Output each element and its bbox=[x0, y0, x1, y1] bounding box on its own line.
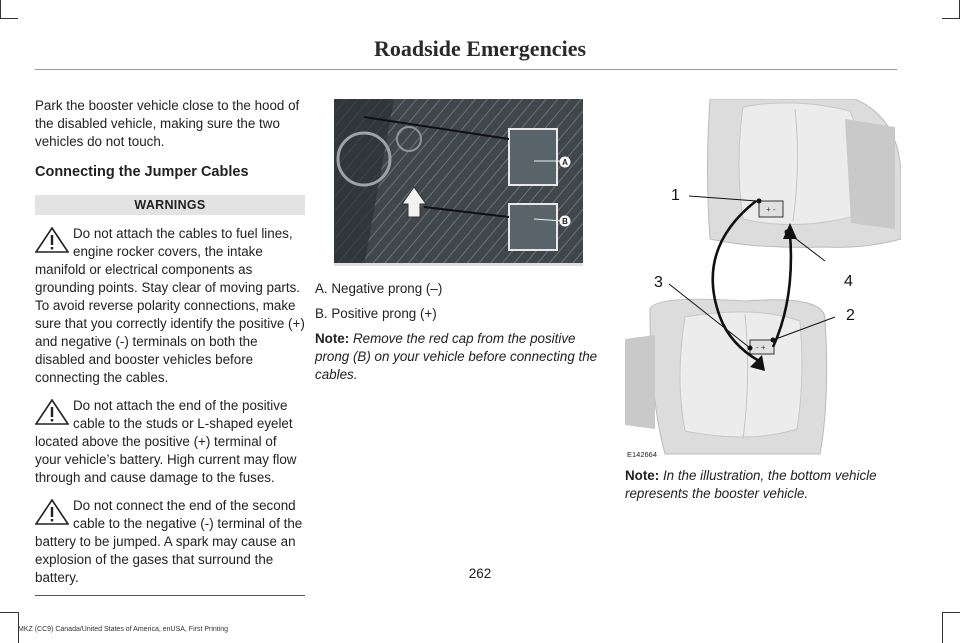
crop-mark bbox=[0, 612, 18, 613]
warnings-banner: WARNINGS bbox=[35, 195, 305, 215]
callout-4: 4 bbox=[844, 273, 853, 290]
note-paragraph bbox=[315, 330, 605, 384]
right-column bbox=[625, 467, 900, 503]
left-column bbox=[35, 97, 305, 596]
page-title: Roadside Emergencies bbox=[373, 36, 587, 61]
crop-mark bbox=[0, 0, 1, 18]
callout-2: 2 bbox=[846, 307, 855, 324]
crop-mark bbox=[942, 612, 960, 613]
diagram-code: E142664 bbox=[627, 450, 658, 459]
item-negative-prong: A. Negative prong (–) bbox=[315, 281, 443, 296]
item-positive-prong: B. Positive prong (+) bbox=[315, 306, 437, 321]
svg-text:- +: - + bbox=[756, 343, 766, 352]
warning-text: Do not attach the end of the positive cable to the studs or L-shaped eyelet located above the positive (+) terminal of your vehicle’s battery. High current may flow through and cause damage to the fuses. bbox=[35, 398, 297, 485]
photo-label-a: A bbox=[562, 158, 568, 167]
header-divider bbox=[35, 69, 897, 70]
warning-item bbox=[35, 397, 305, 487]
note-text: In the illustration, the bottom vehicle represents the booster vehicle. bbox=[625, 468, 877, 501]
callout-1: 1 bbox=[671, 187, 680, 204]
warning-text: Do not attach the cables to fuel lines, engine rocker covers, the intake manifold or electrical components as grounding points. Stay clear of moving parts. To avoid reverse polarity connections, make sure that you correctly identify the positive (+) and negative (-) terminals on both the disabled and booster vehicles before connecting the cables. bbox=[35, 226, 305, 385]
svg-text:+ -: + - bbox=[766, 205, 776, 214]
crop-mark bbox=[0, 18, 18, 19]
intro-paragraph: Park the booster vehicle close to the hood of the disabled vehicle, making sure the two vehicles do not touch. bbox=[35, 98, 300, 149]
crop-mark bbox=[942, 18, 960, 19]
warning-triangle-icon bbox=[35, 227, 69, 253]
warning-triangle-icon bbox=[35, 499, 69, 525]
warnings-end-divider bbox=[35, 595, 305, 596]
note-label: Note: bbox=[315, 331, 350, 346]
warning-triangle-icon bbox=[35, 399, 69, 425]
crop-mark bbox=[942, 612, 943, 643]
section-heading: Connecting the Jumper Cables bbox=[35, 164, 249, 180]
middle-column bbox=[315, 280, 605, 391]
warning-item bbox=[35, 225, 305, 387]
note-paragraph bbox=[625, 467, 900, 503]
jump-prongs-photo bbox=[334, 99, 583, 266]
note-label: Note: bbox=[625, 468, 660, 483]
page-number: 262 bbox=[468, 566, 492, 581]
note-text: Remove the red cap from the positive prong (B) on your vehicle before connecting the cables. bbox=[315, 331, 598, 382]
edition-footer: MKZ (CC9) Canada/United States of America, enUSA, First Printing bbox=[18, 626, 229, 633]
warning-text: Do not connect the end of the second cable to the negative (-) terminal of the battery to be jumped. A spark may cause an explosion of the gases that surround the battery. bbox=[35, 498, 303, 585]
photo-label-b: B bbox=[562, 217, 568, 226]
callout-3: 3 bbox=[654, 274, 663, 291]
jump-start-diagram bbox=[625, 99, 901, 461]
